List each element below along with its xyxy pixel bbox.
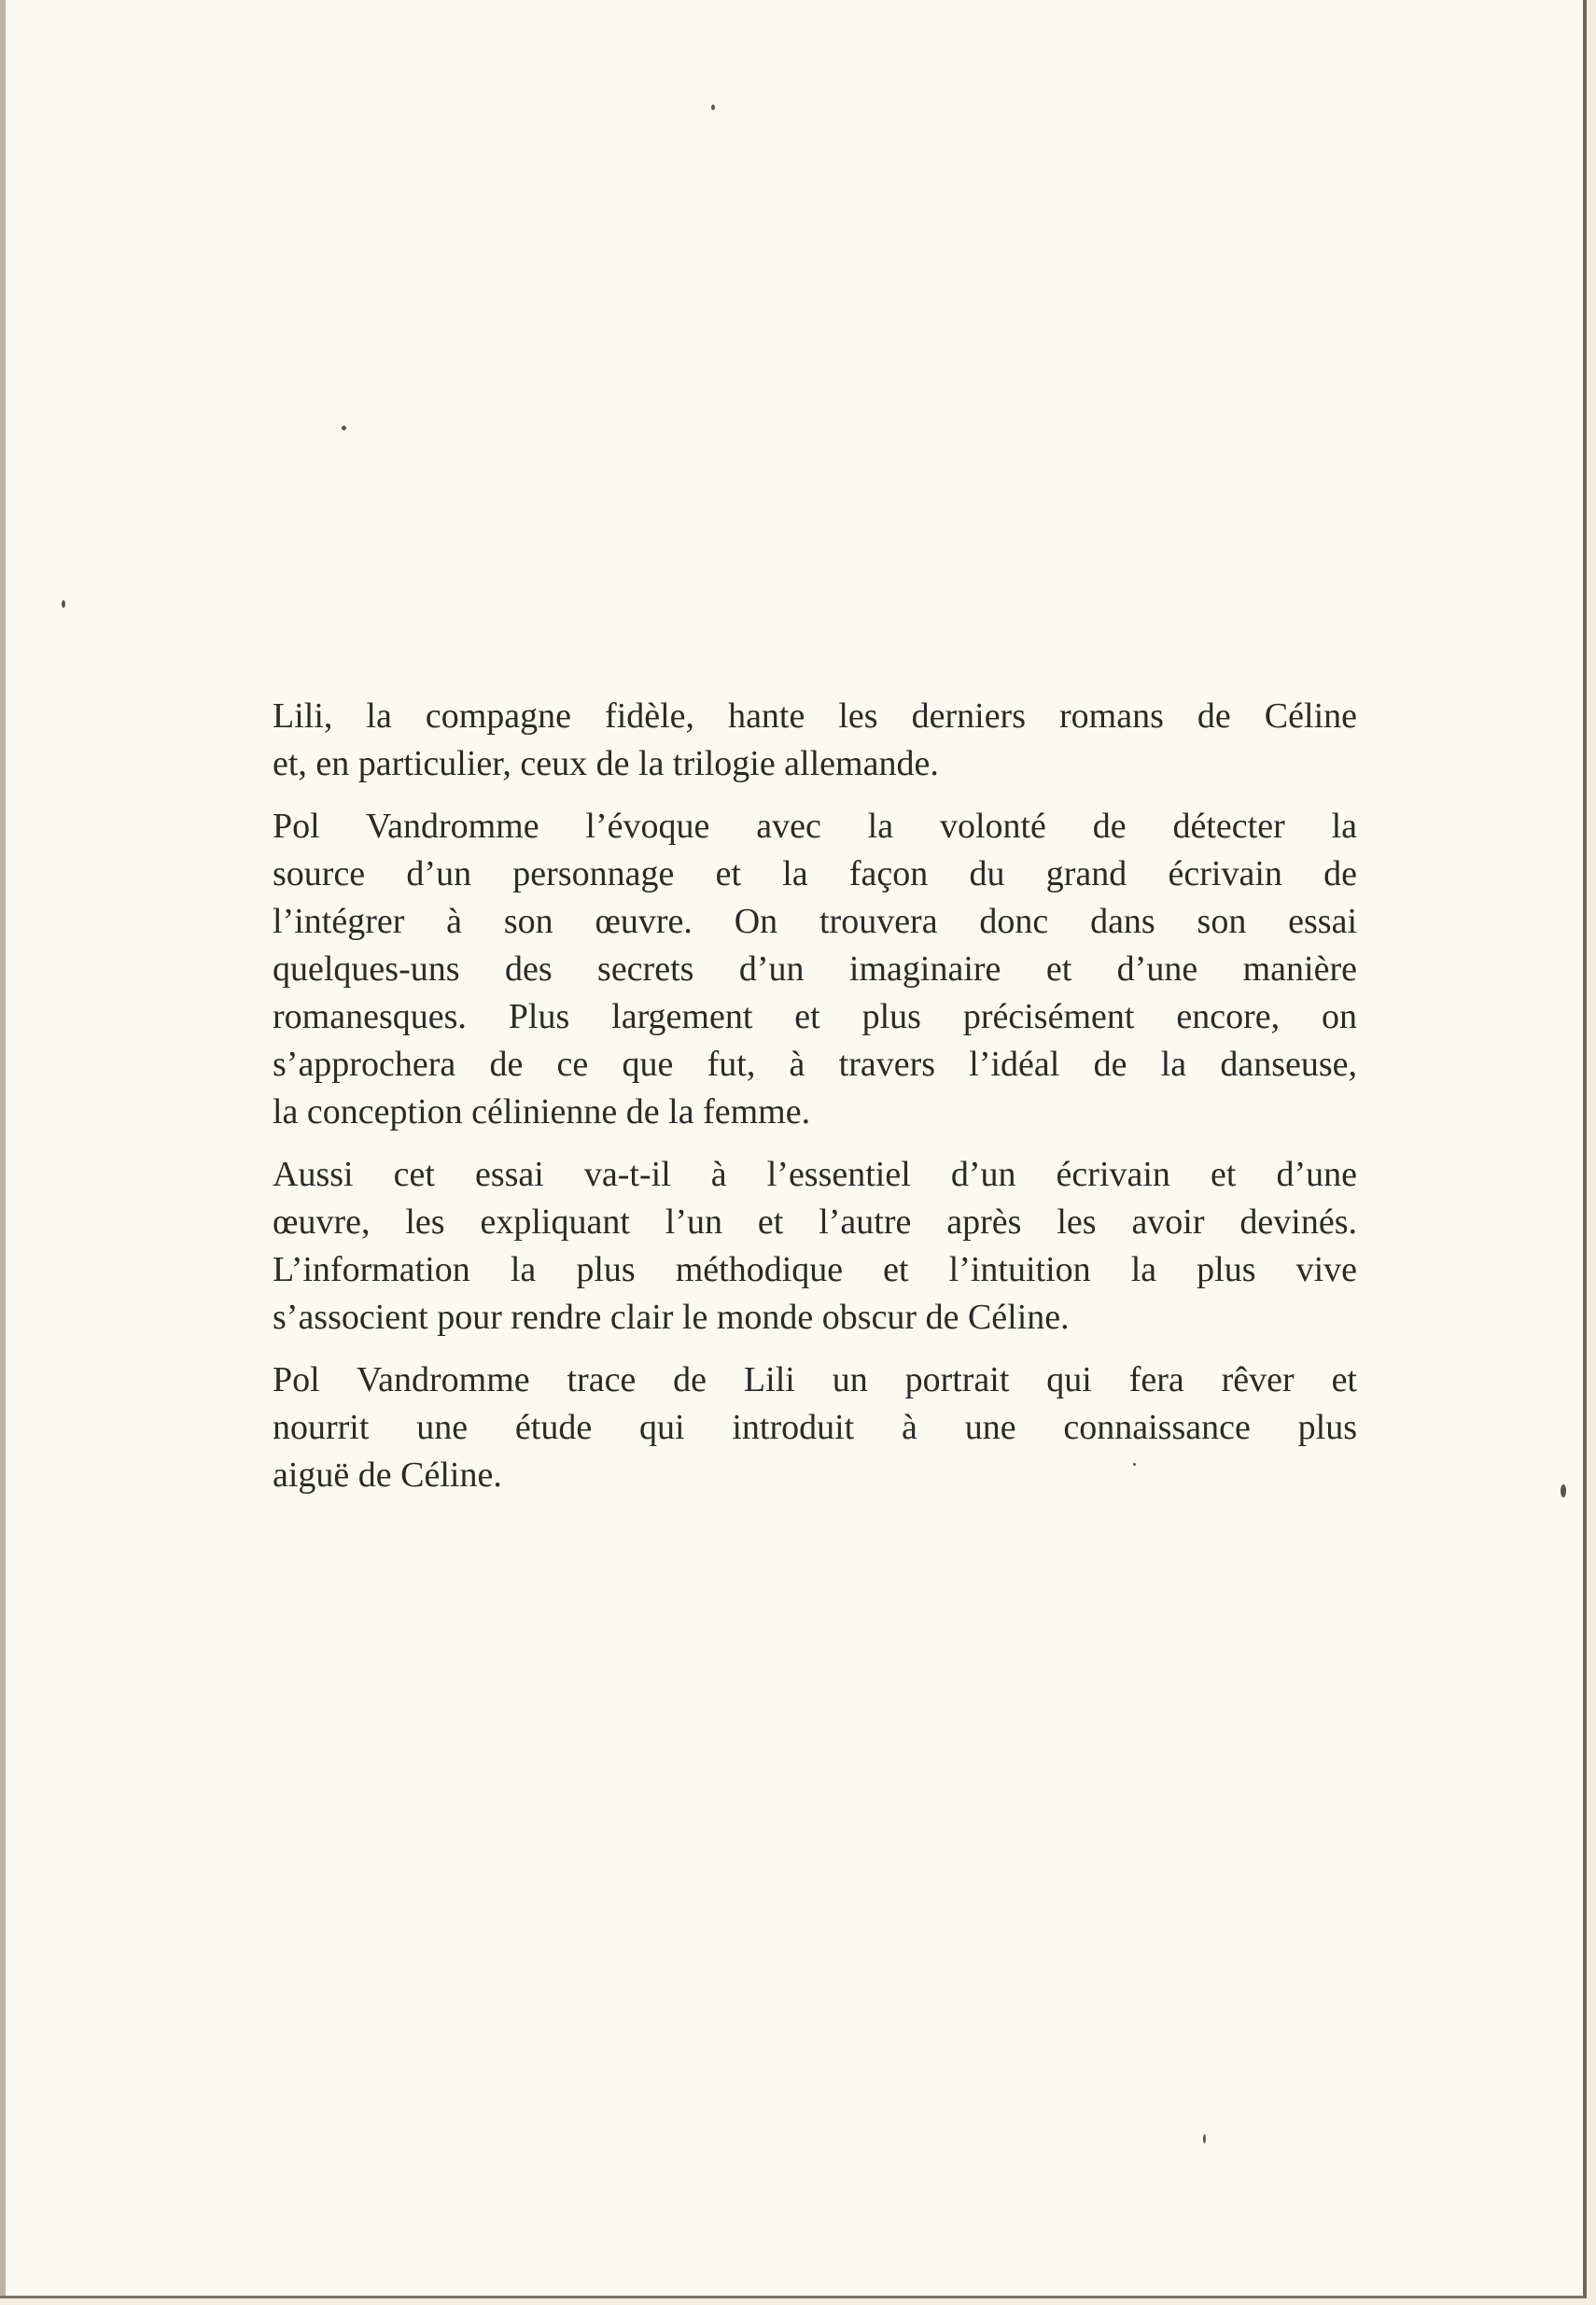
text-line: romanesques. Plus largement et plus précisément encore, on: [273, 997, 1357, 1036]
text-line: la conception célinienne de la femme.: [273, 1092, 811, 1131]
paper-speck: [62, 600, 65, 608]
paper-speck: [1561, 1484, 1566, 1497]
paper-speck: [342, 426, 346, 430]
text-line: aiguë de Céline.: [273, 1455, 502, 1495]
text-line: L’information la plus méthodique et l’intuition la plus vive: [273, 1250, 1357, 1289]
text-line: Pol Vandromme trace de Lili un portrait qui fera rêver et: [273, 1360, 1357, 1399]
text-line: s’approchera de ce que fut, à travers l’idéal de la danseuse,: [273, 1045, 1357, 1084]
blurb-paragraph: [273, 693, 1357, 788]
blurb-paragraph: [273, 803, 1357, 1136]
text-line: Lili, la compagne fidèle, hante les derniers romans de Céline: [273, 696, 1357, 736]
text-line: Pol Vandromme l’évoque avec la volonté de détecter la: [273, 807, 1357, 846]
text-line: l’intégrer à son œuvre. On trouvera donc dans son essai: [273, 902, 1357, 941]
text-line: et, en particulier, ceux de la trilogie allemande.: [273, 744, 939, 783]
page-edge: [0, 0, 6, 2296]
paper-speck: [711, 105, 715, 110]
text-line: œuvre, les expliquant l’un et l’autre après les avoir devinés.: [273, 1202, 1357, 1242]
blurb-paragraph: [273, 1151, 1357, 1342]
text-line: Aussi cet essai va-t-il à l’essentiel d’un écrivain et d’une: [273, 1155, 1357, 1194]
text-line: nourrit une étude qui introduit à une connaissance plus: [273, 1408, 1357, 1447]
blurb-text: [273, 693, 1357, 1514]
text-line: s’associent pour rendre clair le monde obscur de Céline.: [273, 1298, 1070, 1337]
text-line: source d’un personnage et la façon du grand écrivain de: [273, 854, 1357, 893]
paper-speck: [1203, 2134, 1206, 2143]
blurb-paragraph: [273, 1356, 1357, 1499]
text-line: quelques-uns des secrets d’un imaginaire et d’une manière: [273, 949, 1357, 989]
